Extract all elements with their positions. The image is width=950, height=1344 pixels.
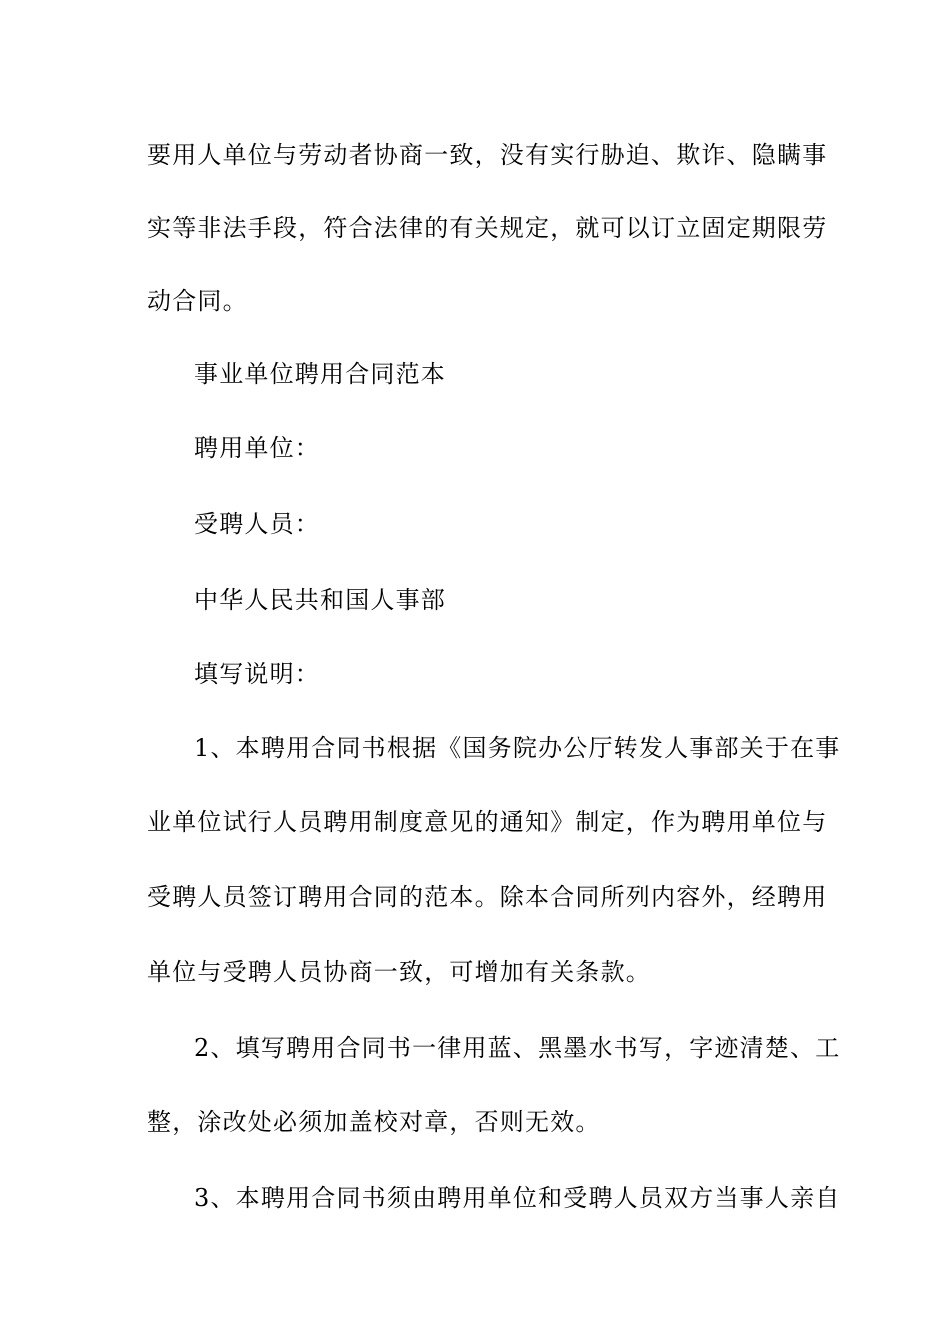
- paragraph-line: 动合同。: [147, 287, 248, 315]
- paragraph-line: 受聘人员签订聘用合同的范本。除本合同所列内容外，经聘用: [147, 883, 828, 911]
- employer-label: 聘用单位：: [194, 434, 320, 462]
- employee-label: 受聘人员：: [194, 510, 320, 538]
- paragraph-line: 业单位试行人员聘用制度意见的通知》制定，作为聘用单位与: [147, 808, 828, 836]
- paragraph-line: 单位与受聘人员协商一致，可增加有关条款。: [147, 958, 651, 986]
- section-title: 事业单位聘用合同范本: [194, 360, 446, 388]
- paragraph-line: 1、本聘用合同书根据《国务院办公厅转发人事部关于在事: [194, 734, 841, 762]
- paragraph-line: 要用人单位与劳动者协商一致，没有实行胁迫、欺诈、隐瞒事: [147, 141, 828, 169]
- paragraph-line: 实等非法手段，符合法律的有关规定，就可以订立固定期限劳: [147, 214, 828, 242]
- issuer-line: 中华人民共和国人事部: [194, 586, 446, 614]
- instructions-heading: 填写说明：: [194, 660, 320, 688]
- paragraph-line: 3、本聘用合同书须由聘用单位和受聘人员双方当事人亲自: [194, 1184, 841, 1212]
- paragraph-line: 整，涂改处必须加盖校对章，否则无效。: [147, 1108, 601, 1136]
- paragraph-line: 2、填写聘用合同书一律用蓝、黑墨水书写，字迹清楚、工: [194, 1034, 841, 1062]
